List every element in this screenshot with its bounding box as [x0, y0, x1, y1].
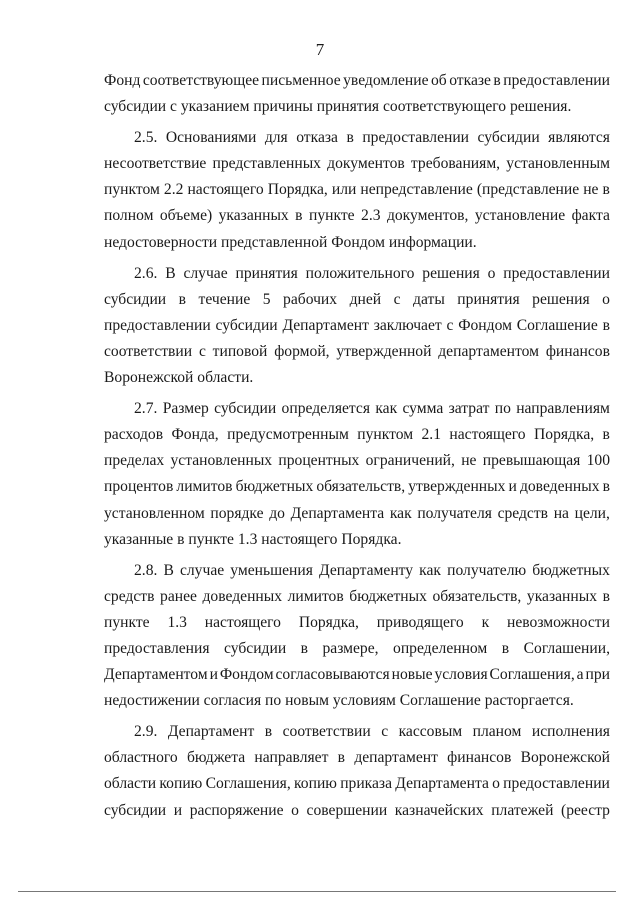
paragraph-continuation — [104, 68, 610, 120]
text-line: расходов Фонда, предусмотренным пунктом 2.1 настоящего Порядка, в — [104, 426, 610, 444]
text-line: указанные в пункте 1.3 настоящего Порядка. — [104, 530, 402, 548]
paragraph-2-8 — [104, 558, 610, 715]
text-line: субсидии в течение 5 рабочих дней с даты принятия решения о — [104, 290, 610, 308]
text-line: установленном порядке до Департамента как получателя средств на цели, — [104, 504, 610, 522]
text-line: недостижении согласия по новым условиям Соглашение расторгается. — [104, 692, 574, 710]
text-line: процентов лимитов бюджетных обязательств, утвержденных и доведенных в — [104, 478, 610, 496]
text-line: недостоверности представленной Фондом информации. — [104, 233, 477, 251]
text-line: Фонд соответствующее письменное уведомление об отказе в предоставлении — [104, 72, 610, 89]
document-body — [104, 68, 610, 824]
text-line: предоставлении субсидии Департамент заключает с Фондом Соглашение в — [104, 316, 610, 334]
page-number: 7 — [315, 40, 325, 59]
text-line: 2.6. В случае принятия положительного решения о предоставлении — [134, 264, 610, 282]
footer-rule — [18, 891, 616, 892]
text-line: несоответствие представленных документов требованиям, установленным — [104, 155, 610, 173]
text-line: области копию Соглашения, копию приказа Департамента о предоставлении — [104, 775, 610, 793]
text-line: областного бюджета направляет в департамент финансов Воронежской — [104, 749, 610, 767]
text-line: 2.8. В случае уменьшения Департаменту как получателю бюджетных — [134, 561, 610, 579]
text-line: 2.7. Размер субсидии определяется как сумма затрат по направлениям — [134, 400, 610, 418]
text-line: пределах установленных процентных ограничений, не превышающая 100 — [104, 452, 610, 470]
text-line: субсидии с указанием причины принятия соответствующего решения. — [104, 98, 572, 116]
text-line: субсидии и распоряжение о совершении казначейских платежей (реестр — [104, 801, 610, 819]
paragraph-2-7 — [104, 396, 610, 553]
text-line: средств ранее доведенных лимитов бюджетных обязательств, указанных в — [104, 587, 610, 605]
text-line: соответствии с типовой формой, утвержденной департаментом финансов — [104, 342, 610, 360]
text-line: полном объеме) указанных в пункте 2.3 документов, установление факта — [104, 207, 610, 225]
text-line: пунктом 2.2 настоящего Порядка, или непредставление (представление не в — [104, 181, 610, 199]
paragraph-2-6 — [104, 261, 610, 391]
text-line: 2.9. Департамент в соответствии с кассовым планом исполнения — [134, 723, 610, 741]
text-line: предоставления субсидии в размере, определенном в Соглашении, — [104, 639, 610, 657]
text-line: пункте 1.3 настоящего Порядка, приводящего к невозможности — [104, 613, 610, 631]
paragraph-2-9 — [104, 719, 610, 823]
paragraph-2-5 — [104, 125, 610, 255]
text-line: Воронежской области. — [104, 369, 254, 387]
text-line: 2.5. Основаниями для отказа в предоставлении субсидии являются — [134, 129, 610, 147]
text-line: Департаментом и Фондом согласовываются новые условия Соглашения, а при — [104, 666, 610, 684]
